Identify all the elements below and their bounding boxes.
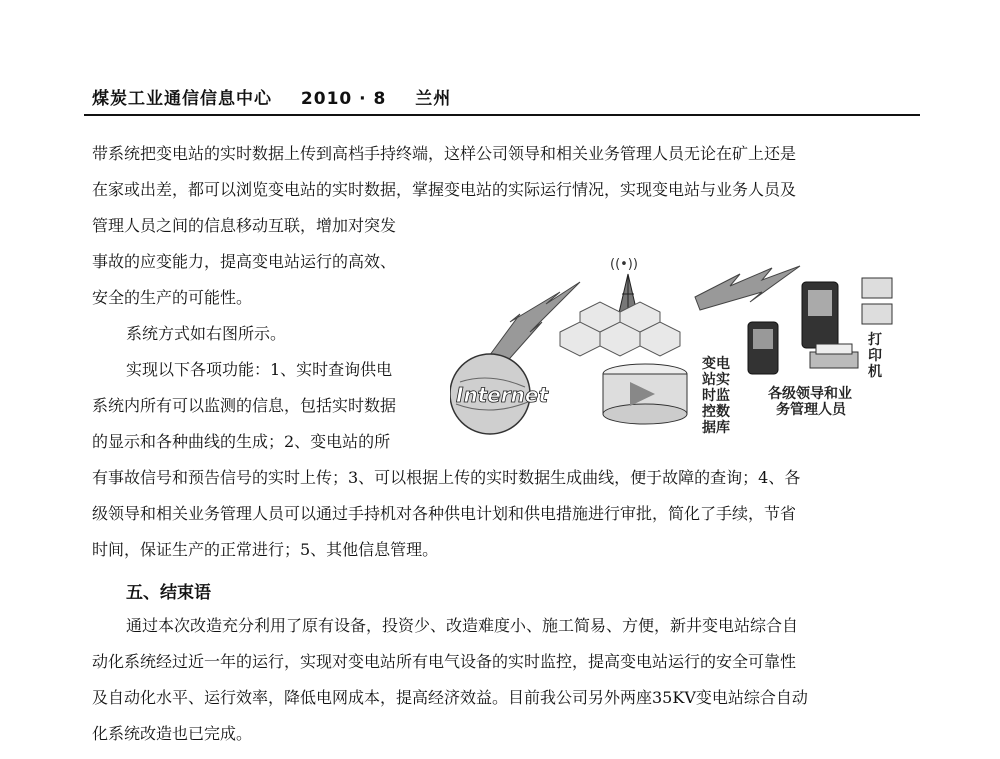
- body-line: 在家或出差，都可以浏览变电站的实时数据，掌握变电站的实际运行情况，实现变电站与业务人员及: [92, 180, 797, 199]
- svg-text:控数: 控数: [702, 404, 730, 420]
- header-center: 煤炭工业通信信息中心: [92, 89, 272, 109]
- wireless-link-right: [695, 266, 800, 310]
- phone-side-icon: [862, 278, 892, 324]
- internet-globe-icon: [450, 354, 549, 434]
- system-diagram: [450, 222, 910, 442]
- svg-text:((•)): ((•)): [610, 257, 638, 272]
- internet-label: Internet: [456, 383, 549, 407]
- body-line: 实现以下各项功能：1、实时查询供电: [126, 360, 393, 379]
- section-heading: 五、结束语: [126, 583, 211, 603]
- body-line: 时间，保证生产的正常进行；5、其他信息管理。: [92, 540, 439, 559]
- body-line: 系统方式如右图所示。: [126, 324, 287, 343]
- header-date: 2010 · 8: [300, 89, 387, 109]
- printer-label: [868, 331, 882, 380]
- svg-text:时监: 时监: [702, 388, 730, 404]
- body-line: 级领导和相关业务管理人员可以通过手持机对各种供电计划和供电措施进行审批，简化了手续，节省: [92, 504, 797, 523]
- svg-text:据库: 据库: [702, 420, 730, 436]
- body-line: 有事故信号和预告信号的实时上传；3、可以根据上传的实时数据生成曲线，便于故障的查询；4、各: [92, 468, 801, 487]
- conclusion-line: 及自动化水平、运行效率，降低电网成本，提高经济效益。目前我公司另外两座35KV变电站综合自动: [92, 688, 808, 707]
- leaders-label: [768, 385, 852, 418]
- header-city: 兰州: [415, 89, 452, 109]
- conclusion-line: 通过本次改造充分利用了原有设备，投资少、改造难度小、施工简易、方便，新井变电站综合自: [126, 616, 799, 635]
- svg-text:机: 机: [868, 364, 882, 380]
- svg-text:打: 打: [868, 332, 882, 348]
- body-line: 安全的生产的可能性。: [92, 288, 253, 307]
- svg-text:务管理人员: 务管理人员: [776, 402, 846, 418]
- conclusion-line: 化系统改造也已完成。: [92, 724, 253, 743]
- body-line: 系统内所有可以监测的信息，包括实时数据: [92, 396, 397, 415]
- running-header: [92, 84, 473, 109]
- svg-text:变电: 变电: [702, 356, 730, 372]
- conclusion-line: 动化系统经过近一年的运行，实现对变电站所有电气设备的实时监控，提高变电站运行的安全可靠性: [92, 652, 797, 671]
- body-line: 带系统把变电站的实时数据上传到高档手持终端，这样公司领导和相关业务管理人员无论在矿上还是: [92, 144, 797, 163]
- header-rule: [84, 114, 920, 116]
- printer-icon: [810, 344, 858, 368]
- body-line: 管理人员之间的信息移动互联，增加对突发: [92, 216, 397, 235]
- svg-text:站实: 站实: [702, 372, 730, 388]
- database-label: [701, 355, 730, 436]
- svg-text:各级领导和业: 各级领导和业: [768, 386, 852, 402]
- body-line: 的显示和各种曲线的生成；2、变电站的所: [92, 432, 391, 451]
- body-line: 事故的应变能力，提高变电站运行的高效、: [92, 252, 397, 271]
- database-server-icon: [603, 364, 687, 424]
- svg-text:印: 印: [868, 348, 882, 364]
